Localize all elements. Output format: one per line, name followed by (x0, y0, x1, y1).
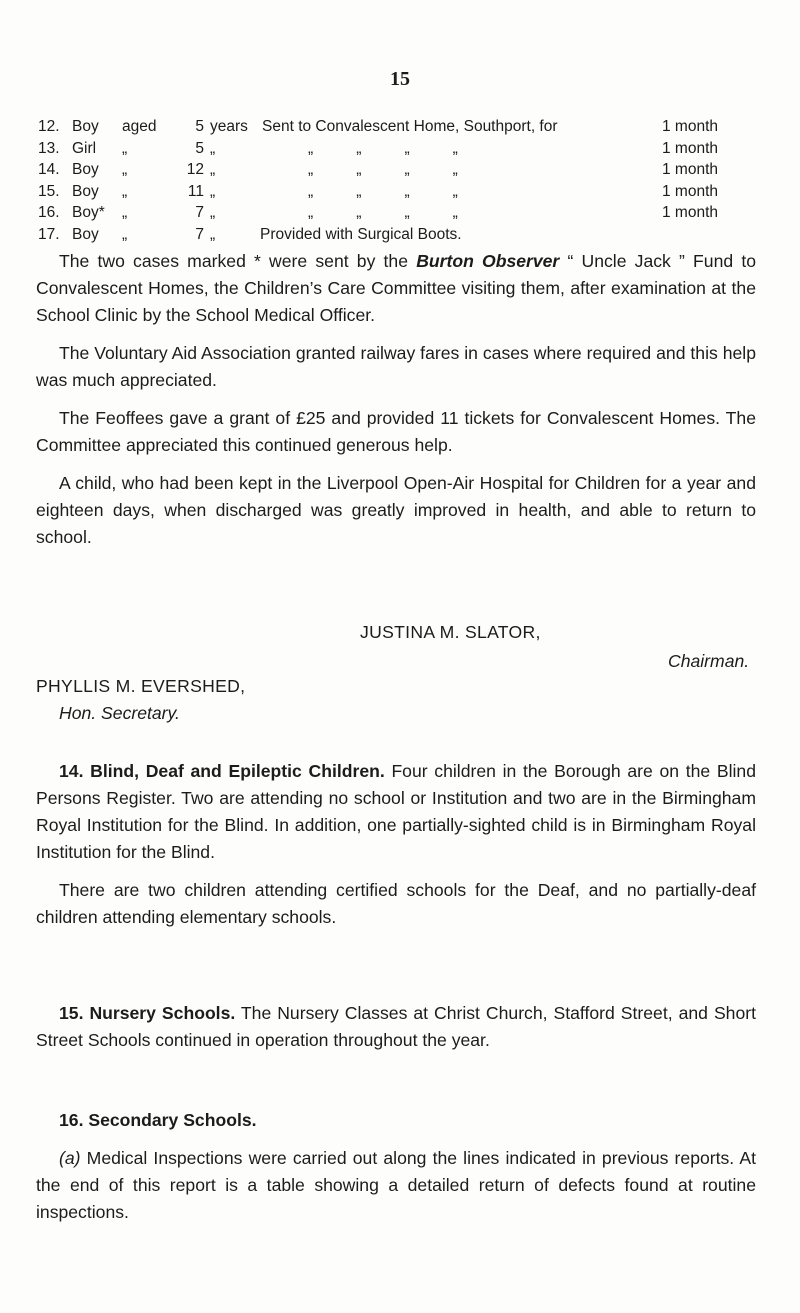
case-age: 11 (187, 182, 204, 200)
case-aged: aged (122, 118, 157, 135)
case-years: „ (210, 225, 216, 243)
case-years: „ (210, 204, 216, 221)
voluntary-paragraph: The Voluntary Aid Association granted railway fares in cases where required and this help was much appreciated. (36, 343, 756, 390)
case-number: 14. (38, 161, 60, 178)
section-14 (36, 758, 756, 931)
case-action: Sent to Convalescent Home, Southport, for (262, 118, 558, 135)
case-age: 5 (195, 118, 204, 135)
case-action: „ „ „ „ (308, 139, 458, 157)
section-16 (36, 1107, 756, 1226)
case-number: 12. (38, 118, 60, 135)
child-paragraph: A child, who had been kept in the Liverpool Open-Air Hospital for Children for a year and eighteen days, when discharged was greatly improved in health, and able to return to school. (36, 473, 756, 547)
convalescent-paragraphs (36, 248, 756, 551)
case-aged: „ (122, 161, 128, 178)
case-action: „ „ „ „ (308, 161, 458, 178)
case-duration: 1 month (662, 161, 719, 178)
section-14-deaf-paragraph: There are two children attending certified schools for the Deaf, and no partially-deaf children attending elementary schools. (36, 880, 756, 927)
chairman-title: Chairman. (668, 651, 750, 671)
case-age: 5 (195, 139, 204, 157)
section-14-text: Four children in the Borough are on the Blind Persons Register. Two are attending no school or Institution and two are in the Birmingham Royal Institution for the Blind. In addition, one partially-sighted child is in Birmingham Royal Institution for the Blind. (36, 761, 756, 862)
secretary-name: PHYLLIS M. EVERSHED, (36, 676, 246, 696)
section-15-heading: 15. Nursery Schools. (59, 1003, 236, 1023)
section-14-heading: 14. Blind, Deaf and Epileptic Children. (59, 761, 385, 781)
case-number: 15. (38, 182, 60, 200)
chairman-name: JUSTINA M. SLATOR, (360, 622, 541, 642)
case-action: „ „ „ „ (308, 182, 458, 200)
case-sex: Boy (72, 182, 99, 200)
secretary-title: Hon. Secretary. (59, 703, 180, 723)
section-16a-paragraph (36, 1145, 756, 1226)
observer-text-a: The two cases marked * were sent by the (59, 251, 417, 271)
section-16a-text: Medical Inspections were carried out along the lines indicated in previous reports. At the end of this report is a table showing a detailed return of defects found at routine inspections. (36, 1148, 756, 1222)
case-years: „ (210, 161, 216, 178)
case-duration: 1 month (662, 204, 719, 221)
section-15-paragraph (36, 1000, 756, 1054)
case-age: 7 (195, 204, 204, 221)
case-aged: „ (122, 204, 128, 221)
case-sex: Girl (72, 139, 97, 157)
section-16a-label: (a) (59, 1148, 81, 1168)
section-15 (36, 1000, 756, 1054)
section-14-paragraph (36, 758, 756, 866)
case-years: „ (210, 182, 216, 200)
case-action: Provided with Surgical Boots. (260, 225, 462, 243)
section-16-heading: 16. Secondary Schools. (59, 1110, 257, 1130)
case-sex: Boy* (72, 204, 105, 221)
case-aged: „ (122, 139, 128, 157)
case-duration: 1 month (662, 118, 719, 135)
case-age: 12 (186, 161, 204, 178)
section-15-text: The Nursery Classes at Christ Church, Stafford Street, and Short Street Schools continued in operation throughout the year. (36, 1003, 756, 1050)
section-16-heading-line (36, 1107, 756, 1134)
case-years: „ (210, 139, 216, 157)
case-action: „ „ „ „ (308, 204, 458, 221)
feoffees-paragraph: The Feoffees gave a grant of £25 and provided 11 tickets for Convalescent Homes. The Committee appreciated this continued generous help. (36, 408, 756, 455)
case-years: years (210, 118, 248, 135)
case-age: 7 (195, 225, 204, 243)
case-aged: „ (122, 182, 128, 200)
observer-paragraph (36, 248, 756, 329)
observer-text-b: “ Uncle Jack ” Fund to Convalescent Homes, the Children’s Care Committee visiting them, after examination at the School Clinic by the School Medical Officer. (36, 251, 756, 325)
case-sex: Boy (72, 118, 99, 135)
case-sex: Boy (72, 161, 99, 178)
case-duration: 1 month (662, 182, 719, 200)
case-duration: 1 month (662, 139, 719, 157)
case-number: 13. (38, 139, 60, 157)
case-aged: „ (122, 225, 128, 243)
case-number: 17. (38, 225, 60, 243)
case-sex: Boy (72, 225, 99, 243)
case-number: 16. (38, 204, 60, 221)
page-number: 15 (390, 68, 410, 90)
observer-publication: Burton Observer (416, 251, 560, 271)
